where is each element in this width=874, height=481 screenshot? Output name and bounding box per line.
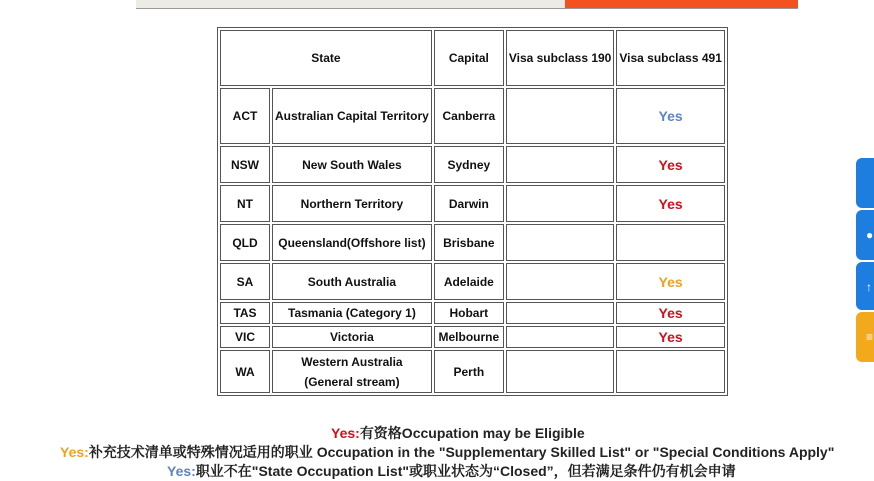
visa-190-cell [506,146,615,183]
side-tab-1[interactable] [856,158,874,208]
legend-supplementary [60,442,834,462]
side-tab-2[interactable] [856,210,874,260]
legend-text: 职业不在"State Occupation List"或职业状态为“Closed”，但若满足条件仍有机会申请 [195,463,736,479]
state-code: TAS [220,302,270,324]
state-name: Victoria [272,326,432,348]
state-capital: Sydney [434,146,504,183]
state-name: South Australia [272,263,432,300]
arrow-icon: ↑ [866,280,872,294]
state-capital: Darwin [434,185,504,222]
table-row [220,263,725,300]
table-row [220,224,725,261]
state-capital: Melbourne [434,326,504,348]
chat-icon: ● [866,228,874,242]
eligibility-mark: Yes [658,305,683,321]
visa-190-cell [506,88,615,144]
state-code: SA [220,263,270,300]
state-capital: Hobart [434,302,504,324]
state-code: WA [220,350,270,393]
state-code: QLD [220,224,270,261]
state-name [272,350,432,393]
state-name: Tasmania (Category 1) [272,302,432,324]
state-code: NT [220,185,270,222]
visa-190-cell [506,224,615,261]
header-visa-190: Visa subclass 190 [506,30,615,86]
header-visa-491: Visa subclass 491 [616,30,725,86]
legend-key: Yes: [167,463,196,479]
visa-190-cell [506,350,615,393]
visa-491-cell [616,326,725,348]
table-row [220,302,725,324]
menu-icon: ≡ [866,330,874,344]
header-capital: Capital [434,30,504,86]
side-tab-4[interactable] [856,312,874,362]
visa-190-cell [506,185,615,222]
state-name-line: (General stream) [304,374,400,389]
state-code: NSW [220,146,270,183]
eligibility-mark: Yes [658,273,683,290]
legend-key: Yes: [60,444,89,460]
state-name: New South Wales [272,146,432,183]
state-name-line: Western Australia [301,354,403,369]
eligibility-mark: Yes [658,108,683,124]
legend-text: 补充技术清单或特殊情况适用的职业 Occupation in the "Supplementary Skilled List" or "Special Conditions Apply" [88,444,835,460]
state-code: VIC [220,326,270,348]
legend-closed [167,461,736,481]
visa-190-cell [506,326,615,348]
table-row [220,185,725,222]
top-accent-bar [565,0,798,8]
state-capital: Adelaide [434,263,504,300]
state-visa-table [217,27,728,396]
table-row [220,326,725,348]
legend-text: 有资格Occupation may be Eligible [359,425,585,441]
visa-491-cell [616,224,725,261]
state-capital: Canberra [434,88,504,144]
state-name: Australian Capital Territory [272,88,432,144]
eligibility-mark: Yes [658,156,683,173]
eligibility-mark: Yes [658,195,683,212]
state-capital: Brisbane [434,224,504,261]
visa-491-cell [616,185,725,222]
table-row [220,146,725,183]
state-name: Northern Territory [272,185,432,222]
state-name: Queensland(Offshore list) [272,224,432,261]
visa-491-cell [616,302,725,324]
visa-190-cell [506,263,615,300]
side-tab-3[interactable] [856,262,874,310]
visa-491-cell [616,263,725,300]
state-code: ACT [220,88,270,144]
header-state: State [220,30,432,86]
legend-key: Yes: [331,425,360,441]
table-row [220,350,725,393]
legend-eligible [331,423,585,443]
eligibility-mark: Yes [658,329,683,345]
visa-190-cell [506,302,615,324]
table-header-row [220,30,725,86]
state-capital: Perth [434,350,504,393]
visa-491-cell [616,88,725,144]
visa-491-cell [616,350,725,393]
visa-491-cell [616,146,725,183]
table-row [220,88,725,144]
